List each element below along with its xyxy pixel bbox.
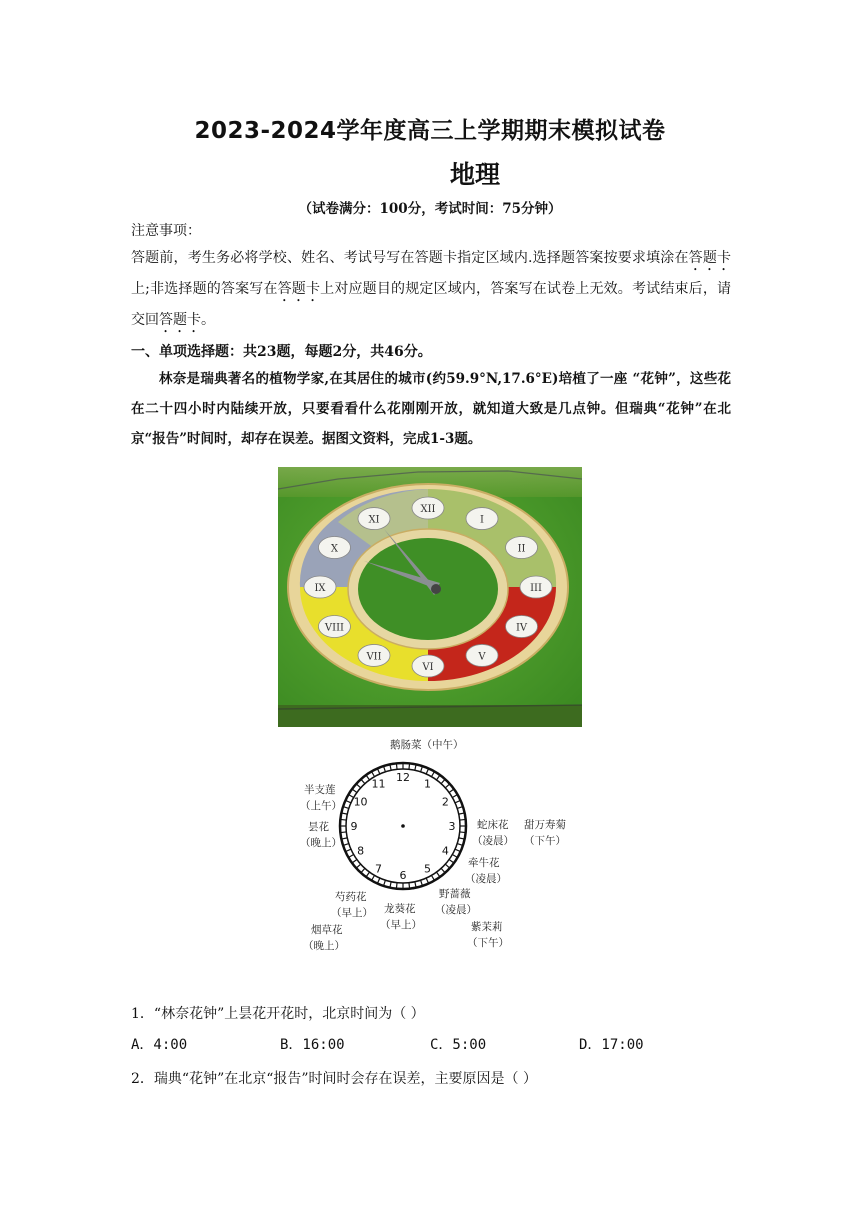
passage: 林奈是瑞典著名的植物学家,在其居住的城市(约59.9°N,17.6°E)培植了一座 “花钟”，这些花在二十四小时内陆续开放，只要看看什么花刚刚开放，就知道大致是几点钟。但瑞典“花钟”在北京“报告”时间时，却存在误差。据图文资料，完成1-3题。: [131, 371, 731, 447]
dial-number: 7: [375, 862, 382, 876]
dial-tick: [432, 771, 435, 776]
dial-tick: [356, 864, 360, 868]
label-zimoli: 紫茉莉: [471, 921, 503, 933]
dial-tick: [441, 779, 445, 783]
label-tanhua-time: （晚上）: [300, 837, 342, 849]
dial-tick: [432, 875, 435, 880]
dial-number: 9: [350, 820, 358, 833]
dial-number: 10: [353, 795, 368, 809]
exam-title: 2023-2024学年度高三上学期期末模拟试卷: [194, 118, 666, 144]
dial-tick: [348, 855, 353, 858]
dial-number: 4: [441, 844, 449, 858]
dial-tick: [437, 775, 441, 780]
dial-tick: [372, 875, 375, 880]
option-d: D．17:00: [579, 1037, 644, 1053]
label-zimoli-time: （下午）: [467, 937, 509, 949]
dial-tick: [409, 763, 410, 769]
notice-text: 上对应题目的规定区域内，答案写在试卷上无效。考试结束后，请交回: [131, 281, 732, 328]
flower-clock-dial: [295, 733, 595, 953]
label-banzhilian-time: （上午）: [300, 800, 342, 812]
option-a: A．4:00: [131, 1037, 188, 1053]
question-2: 2．瑞典“花钟”在北京“报告”时间时会存在误差，主要原因是（ ）: [131, 1071, 537, 1087]
dial-tick: [361, 779, 365, 783]
notice-emphasis: 答题卡: [159, 312, 201, 328]
roman-numeral: IX: [314, 583, 326, 594]
dial-tick: [352, 860, 357, 864]
label-tianwanshou-time: （下午）: [524, 835, 566, 847]
notice-emphasis: 答题卡: [277, 281, 321, 297]
flower-clock-photo: [278, 467, 582, 727]
roman-numeral: VII: [366, 651, 382, 663]
roman-numeral: VI: [422, 662, 434, 673]
notice-text: 上;非选择题的答案写在: [131, 281, 278, 297]
label-shaoyao-time: （早上）: [331, 907, 373, 919]
dial-tick: [356, 784, 360, 788]
dial-tick: [409, 883, 410, 889]
section-heading: 一、单项选择题：共23题，每题2分，共46分。: [131, 344, 432, 360]
dial-tick: [340, 832, 346, 833]
notice-text: 。: [201, 312, 215, 328]
label-yeqiangwei-time: （凌晨）: [435, 904, 477, 916]
label-shaoyao: 芍药花: [335, 891, 367, 903]
label-longkui-time: （早上）: [380, 919, 422, 931]
dial-number: 8: [357, 844, 365, 858]
roman-numeral: II: [517, 543, 526, 555]
notice-emphasis: 答题卡: [688, 250, 731, 266]
notice-text: 答题前，考生务必将学校、姓名、考试号写在答题卡指定区域内.选择题答案按要求填涂在: [131, 250, 689, 266]
label-banzhilian: 半支莲: [304, 784, 336, 796]
dial-tick: [437, 872, 441, 877]
label-shechuang-time: （凌晨）: [472, 835, 514, 847]
label-longkui: 龙葵花: [384, 903, 416, 915]
notice-heading: 注意事项：: [131, 223, 201, 239]
dial-number: 1: [424, 777, 431, 791]
dial-tick: [452, 795, 457, 798]
question-1: 1．“林奈花钟”上昙花开花时，北京时间为（ ）: [131, 1006, 425, 1022]
dial-number: 3: [448, 820, 456, 833]
dial-tick: [445, 864, 449, 868]
roman-numeral: VIII: [324, 622, 345, 634]
subject-title: 地理: [449, 160, 500, 189]
dial-tick: [361, 868, 365, 872]
label-yeqiangwei: 野蔷薇: [439, 888, 471, 900]
dial-tick: [445, 784, 449, 788]
label-qianniu-time: （凌晨）: [465, 873, 507, 885]
roman-numeral: III: [530, 583, 542, 594]
dial-tick: [452, 855, 457, 858]
label-yancao: 烟草花: [311, 924, 343, 936]
dial-tick: [396, 763, 397, 769]
dial-tick: [396, 883, 397, 889]
dial-tick: [372, 771, 375, 776]
label-jichangcai: 鹅肠菜（中午）: [390, 739, 464, 751]
option-c: C．5:00: [430, 1037, 487, 1053]
dial-number: 12: [396, 771, 410, 784]
dial-tick: [366, 775, 370, 780]
dial-tick: [460, 819, 466, 820]
roman-numeral: I: [480, 514, 484, 526]
dial-tick: [449, 860, 454, 864]
dial-number: 6: [399, 869, 407, 882]
roman-numeral: XII: [420, 504, 436, 515]
dial-center: [401, 824, 405, 828]
dial-tick: [449, 789, 454, 793]
notice-body: [131, 243, 731, 336]
dial-tick: [352, 789, 357, 793]
dial-tick: [340, 819, 346, 820]
dial-number: 2: [441, 795, 449, 809]
dial-tick: [460, 832, 466, 833]
roman-numeral: V: [478, 651, 486, 663]
option-b: B．16:00: [280, 1037, 345, 1053]
roman-numeral: X: [330, 543, 339, 555]
label-shechuang: 蛇床花: [477, 819, 509, 831]
dial-tick: [441, 868, 445, 872]
dial-tick: [366, 872, 370, 877]
label-qianniu: 牵牛花: [468, 857, 500, 869]
label-tianwanshou: 甜万寿菊: [524, 819, 566, 831]
label-yancao-time: （晚上）: [303, 940, 345, 952]
exam-info: （试卷满分：100分，考试时间：75分钟）: [298, 201, 562, 217]
dial-number: 11: [371, 777, 386, 791]
roman-numeral: IV: [515, 622, 528, 634]
roman-numeral: XI: [368, 514, 380, 526]
label-tanhua: 昙花: [308, 821, 329, 833]
dial-number: 5: [424, 862, 431, 876]
